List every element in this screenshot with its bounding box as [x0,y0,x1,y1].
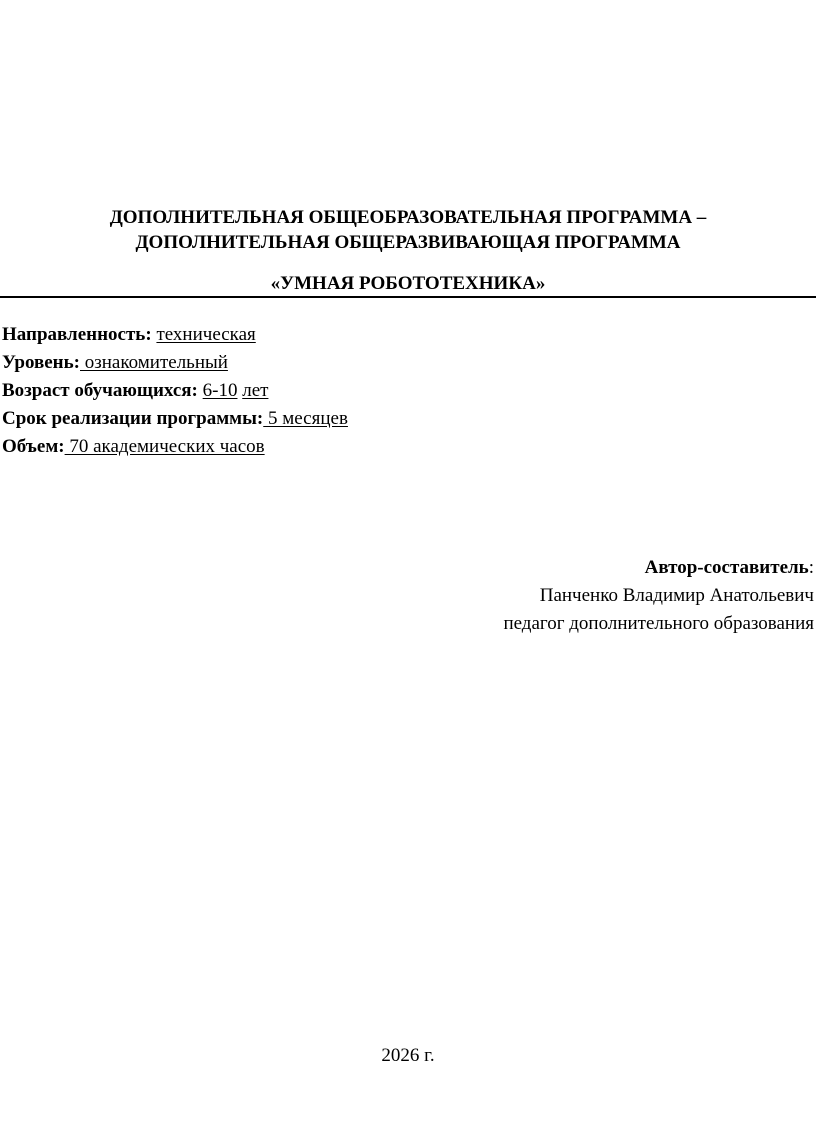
title-line-2: ДОПОЛНИТЕЛЬНАЯ ОБЩЕРАЗВИВАЮЩАЯ ПРОГРАММА [135,232,681,253]
info-row-volume [2,433,348,461]
title-line-1: ДОПОЛНИТЕЛЬНАЯ ОБЩЕОБРАЗОВАТЕЛЬНАЯ ПРОГРАММА – [109,207,707,228]
age-value: 6-10 [202,380,238,401]
author-block [503,554,814,638]
level-label: Уровень: [2,352,80,373]
author-name: Панченко Владимир Анатольевич [539,585,814,606]
term-value: 5 месяцев [263,408,348,429]
info-row-level [2,349,348,377]
author-position: педагог дополнительного образования [503,613,814,634]
horizontal-divider [0,296,816,298]
info-row-direction [2,321,348,349]
author-label: Автор-составитель [644,557,809,578]
info-row-term [2,405,348,433]
age-unit: лет [242,380,269,401]
direction-value: техническая [156,324,256,345]
author-heading [503,554,814,582]
age-label: Возраст обучающихся: [2,380,198,401]
program-info-list [2,321,348,461]
volume-value: 70 академических часов [64,436,265,457]
volume-label: Объем: [2,436,65,457]
document-year: 2026 г. [381,1045,435,1066]
document-title [0,205,816,255]
level-value: ознакомительный [80,352,228,373]
direction-label: Направленность: [2,324,152,345]
author-colon: : [808,557,814,578]
program-name: «УМНАЯ РОБОТОТЕХНИКА» [270,273,546,294]
term-label: Срок реализации программы: [2,408,264,429]
info-row-age [2,377,348,405]
